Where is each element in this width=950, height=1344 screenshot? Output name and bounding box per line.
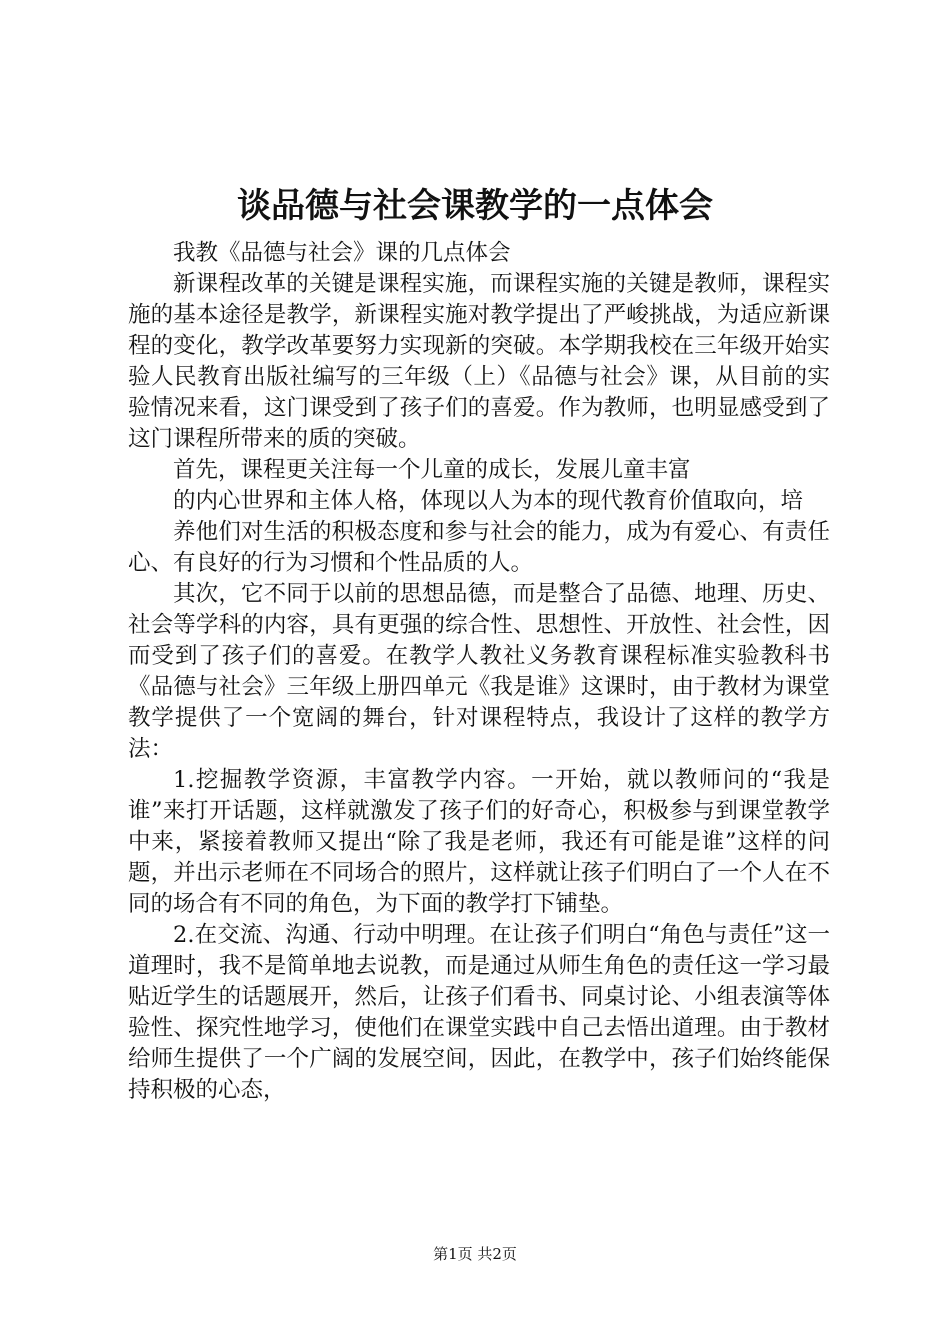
page-footer: 第1页 共2页 — [433, 1245, 517, 1263]
paragraph-method-1: 1.挖掘教学资源，丰富教学内容。一开始，就以教师问的“我是谁”来打开话题，这样就激发了孩子们的好奇心，积极参与到课堂教学中来，紧接着教师又提出“除了我是老师，我还有可能是谁”这样的问题，并出示老师在不同场合的照片，这样就让孩子们明白了一个人在不同的场合有不同的角色，为下面的教学打下铺垫。 — [128, 767, 830, 917]
paragraph-intro: 新课程改革的关键是课程实施，而课程实施的关键是教师，课程实施的基本途径是教学，新课程实施对教学提出了严峻挑战，为适应新课程的变化，教学改革要努力实现新的突破。本学期我校在三年级开始实验人民教育出版社编写的三年级（上）《品德与社会》课，从目前的实验情况来看，这门课受到了孩子们的喜爱。作为教师，也明显感受到了这门课程所带来的质的突破。 — [128, 271, 830, 452]
paragraph-first-point: 首先，课程更关注每一个儿童的成长，发展儿童丰富 — [173, 457, 691, 483]
paragraph-second-point: 其次，它不同于以前的思想品德，而是整合了品德、地理、历史、社会等学科的内容，具有更强的综合性、思想性、开放性、社会性，因而受到了孩子们的喜爱。在教学人教社义务教育课程标准实验教科书《品德与社会》三年级上册四单元《我是谁》这课时，由于教材为课堂教学提供了一个宽阔的舞台，针对课程特点，我设计了这样的教学方法： — [128, 581, 830, 762]
paragraph-subtitle: 我教《品德与社会》课的几点体会 — [173, 240, 511, 266]
document-title: 谈品德与社会课教学的一点体会 — [237, 186, 713, 226]
paragraph-first-point-cont: 的内心世界和主体人格，体现以人为本的现代教育价值取向，培 — [173, 488, 804, 514]
paragraph-first-point-end: 养他们对生活的积极态度和参与社会的能力，成为有爱心、有责任心、有良好的行为习惯和个性品质的人。 — [128, 519, 830, 576]
document-body — [128, 238, 830, 1106]
paragraph-method-2: 2.在交流、沟通、行动中明理。在让孩子们明白“角色与责任”这一道理时，我不是简单地去说教，而是通过从师生角色的责任这一学习最贴近学生的话题展开，然后，让孩子们看书、同桌讨论、小组表演等体验性、探究性地学习，使他们在课堂实践中自己去悟出道理。由于教材给师生提供了一个广阔的发展空间，因此，在教学中，孩子们始终能保持积极的心态， — [128, 922, 830, 1103]
